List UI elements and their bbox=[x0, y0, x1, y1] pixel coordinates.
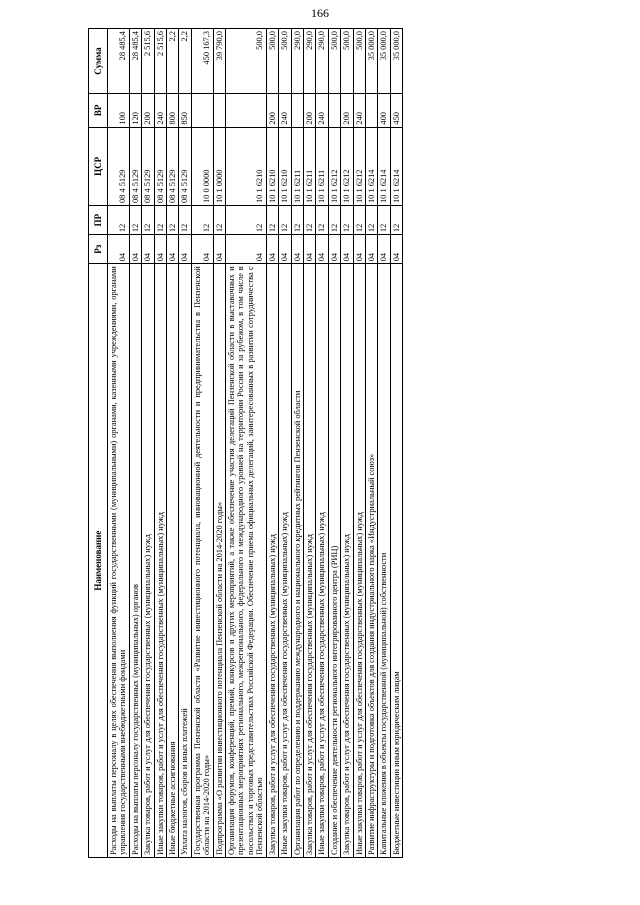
row-sum: 500,0 bbox=[353, 29, 365, 94]
row-sum: 35 000,0 bbox=[378, 29, 390, 94]
row-csr: 10 1 6210 bbox=[226, 127, 267, 205]
row-vr: 200 bbox=[266, 94, 278, 128]
row-vr bbox=[291, 94, 303, 128]
row-name: Закупка товаров, работ и услуг для обеспечения государственных (муниципальных) нужд bbox=[341, 264, 353, 858]
row-sum: 2 515,6 bbox=[142, 29, 154, 94]
table-row bbox=[303, 29, 315, 858]
table-row bbox=[341, 29, 353, 858]
row-name: Иные закупки товаров, работ и услуг для обеспечения государственных (муниципальных) нужд bbox=[279, 264, 291, 858]
row-rz: 04 bbox=[279, 235, 291, 264]
row-name: Расходы на выплаты персоналу в целях обеспечения выполнения функций государственными (муниципальными) органами, казенными учреждениями, органами управления государственными внебюджетными фондами bbox=[108, 264, 130, 858]
header-sum: Сумма bbox=[89, 29, 108, 94]
row-rz: 04 bbox=[291, 235, 303, 264]
table-row bbox=[353, 29, 365, 858]
row-csr: 10 1 6214 bbox=[378, 127, 390, 205]
row-name: Бюджетные инвестиции иным юридическим лицам bbox=[390, 264, 402, 858]
table-row bbox=[167, 29, 179, 858]
row-vr: 200 bbox=[303, 94, 315, 128]
row-rz: 04 bbox=[303, 235, 315, 264]
row-rz: 04 bbox=[191, 235, 213, 264]
row-name: Иные закупки товаров, работ и услуг для обеспечения государственных (муниципальных) нужд bbox=[353, 264, 365, 858]
row-vr bbox=[213, 94, 225, 128]
row-csr: 10 0 0000 bbox=[191, 127, 213, 205]
table-row bbox=[108, 29, 130, 858]
row-pr: 12 bbox=[279, 206, 291, 235]
row-rz: 04 bbox=[108, 235, 130, 264]
table-row bbox=[365, 29, 377, 858]
row-vr: 850 bbox=[179, 94, 191, 128]
table-row bbox=[316, 29, 328, 858]
table-row bbox=[154, 29, 166, 858]
row-pr: 12 bbox=[129, 206, 141, 235]
row-csr: 08 4 5129 bbox=[129, 127, 141, 205]
page-number: 166 bbox=[311, 6, 329, 20]
row-name: Закупка товаров, работ и услуг для обеспечения государственных (муниципальных) нужд bbox=[142, 264, 154, 858]
row-name: Подпрограмма «О развитии инвестиционного потенциала Пензенской области на 2014-2020 годы» bbox=[213, 264, 225, 858]
row-csr: 10 1 6211 bbox=[303, 127, 315, 205]
header-vr: ВР bbox=[89, 94, 108, 128]
row-pr: 12 bbox=[191, 206, 213, 235]
row-sum: 500,0 bbox=[279, 29, 291, 94]
row-pr: 12 bbox=[316, 206, 328, 235]
row-rz: 04 bbox=[154, 235, 166, 264]
row-name: Капитальные вложения в объекты государственной (муниципальной) собственности bbox=[378, 264, 390, 858]
row-csr: 08 4 5129 bbox=[167, 127, 179, 205]
row-vr bbox=[365, 94, 377, 128]
table-row bbox=[378, 29, 390, 858]
header-name: Наименование bbox=[89, 264, 108, 858]
row-name: Иные закупки товаров, работ и услуг для обеспечения государственных (муниципальных) нужд bbox=[154, 264, 166, 858]
row-pr: 12 bbox=[353, 206, 365, 235]
row-sum: 2,2 bbox=[167, 29, 179, 94]
row-pr: 12 bbox=[167, 206, 179, 235]
row-vr bbox=[328, 94, 340, 128]
row-sum: 500,0 bbox=[328, 29, 340, 94]
row-pr: 12 bbox=[226, 206, 267, 235]
row-name: Создание и обеспечение деятельности регионального интегрированного центра (РИЦ) bbox=[328, 264, 340, 858]
row-name: Развитие инфраструктуры и подготовка объектов для создания индустриального парка «Индустриальный союз» bbox=[365, 264, 377, 858]
row-csr: 08 4 5129 bbox=[142, 127, 154, 205]
row-vr bbox=[226, 94, 267, 128]
row-sum: 35 000,0 bbox=[390, 29, 402, 94]
row-csr: 10 1 6211 bbox=[316, 127, 328, 205]
row-rz: 04 bbox=[266, 235, 278, 264]
row-vr: 240 bbox=[279, 94, 291, 128]
row-vr: 200 bbox=[341, 94, 353, 128]
row-csr: 08 4 5129 bbox=[179, 127, 191, 205]
row-pr: 12 bbox=[303, 206, 315, 235]
header-rz: Рз bbox=[89, 235, 108, 264]
row-vr: 120 bbox=[129, 94, 141, 128]
row-sum: 28 485,4 bbox=[129, 29, 141, 94]
table-row bbox=[390, 29, 402, 858]
row-sum: 2 515,6 bbox=[154, 29, 166, 94]
row-sum: 290,0 bbox=[303, 29, 315, 94]
table-row bbox=[191, 29, 213, 858]
row-sum: 2,2 bbox=[179, 29, 191, 94]
table-row bbox=[179, 29, 191, 858]
row-vr: 800 bbox=[167, 94, 179, 128]
row-rz: 04 bbox=[167, 235, 179, 264]
row-name: Иные бюджетные ассигнования bbox=[167, 264, 179, 858]
table-row bbox=[142, 29, 154, 858]
row-rz: 04 bbox=[378, 235, 390, 264]
row-rz: 04 bbox=[328, 235, 340, 264]
row-vr: 240 bbox=[154, 94, 166, 128]
table-row bbox=[291, 29, 303, 858]
table-row bbox=[226, 29, 267, 858]
row-vr: 400 bbox=[378, 94, 390, 128]
row-vr: 240 bbox=[316, 94, 328, 128]
row-sum: 500,0 bbox=[341, 29, 353, 94]
table-body bbox=[108, 29, 403, 858]
row-pr: 12 bbox=[108, 206, 130, 235]
row-vr: 450 bbox=[390, 94, 402, 128]
row-pr: 12 bbox=[365, 206, 377, 235]
row-csr: 10 1 6214 bbox=[365, 127, 377, 205]
row-sum: 450 167,3 bbox=[191, 29, 213, 94]
row-rz: 04 bbox=[316, 235, 328, 264]
row-csr: 10 1 6214 bbox=[390, 127, 402, 205]
row-rz: 04 bbox=[365, 235, 377, 264]
table-row bbox=[129, 29, 141, 858]
header-csr: ЦСР bbox=[89, 127, 108, 205]
row-vr: 240 bbox=[353, 94, 365, 128]
row-rz: 04 bbox=[390, 235, 402, 264]
row-csr: 10 1 6212 bbox=[328, 127, 340, 205]
table-row bbox=[213, 29, 225, 858]
row-rz: 04 bbox=[226, 235, 267, 264]
budget-table-container bbox=[88, 28, 560, 858]
budget-table bbox=[88, 28, 403, 858]
header-pr: ПР bbox=[89, 206, 108, 235]
row-name: Расходы на выплаты персоналу государственных (муниципальных) органов bbox=[129, 264, 141, 858]
row-rz: 04 bbox=[341, 235, 353, 264]
row-sum: 290,0 bbox=[291, 29, 303, 94]
row-pr: 12 bbox=[179, 206, 191, 235]
row-sum: 500,0 bbox=[266, 29, 278, 94]
row-rz: 04 bbox=[353, 235, 365, 264]
row-pr: 12 bbox=[266, 206, 278, 235]
row-vr: 200 bbox=[142, 94, 154, 128]
row-name: Закупка товаров, работ и услуг для обеспечения государственных (муниципальных) нужд bbox=[266, 264, 278, 858]
table-row bbox=[328, 29, 340, 858]
row-rz: 04 bbox=[142, 235, 154, 264]
row-csr: 10 1 6210 bbox=[279, 127, 291, 205]
row-pr: 12 bbox=[213, 206, 225, 235]
row-csr: 10 1 6210 bbox=[266, 127, 278, 205]
row-csr: 10 1 0000 bbox=[213, 127, 225, 205]
row-name: Организация форумов, конференций, премий, конкурсов и других мероприятий, а также обеспечение участия делегаций Пензенской области в выставочных и презентационных мероприятиях регионального, межрегионального, федерального и международного уровней на территории России и за рубежом, в том числе в посольствах и торговых представительствах Российской Федерации. Обеспечение приема официальных делегаций, заинтересованных в развитии сотрудничества с Пензенской областью bbox=[226, 264, 267, 858]
row-pr: 12 bbox=[378, 206, 390, 235]
row-pr: 12 bbox=[291, 206, 303, 235]
row-rz: 04 bbox=[129, 235, 141, 264]
row-sum: 290,0 bbox=[316, 29, 328, 94]
row-sum: 39 790,0 bbox=[213, 29, 225, 94]
table-row bbox=[266, 29, 278, 858]
row-sum: 35 000,0 bbox=[365, 29, 377, 94]
row-name: Государственная программа Пензенской области «Развитие инвестиционного потенциала, инновационной деятельности и предпринимательства в Пензенской области на 2014-2020 годы» bbox=[191, 264, 213, 858]
row-pr: 12 bbox=[328, 206, 340, 235]
row-vr: 100 bbox=[108, 94, 130, 128]
row-name: Организация работ по определению и поддержанию международного и национального кредитных рейтингов Пензенской области bbox=[291, 264, 303, 858]
row-csr: 10 1 6212 bbox=[341, 127, 353, 205]
row-pr: 12 bbox=[142, 206, 154, 235]
row-sum: 28 485,4 bbox=[108, 29, 130, 94]
row-sum: 500,0 bbox=[226, 29, 267, 94]
row-name: Иные закупки товаров, работ и услуг для обеспечения государственных (муниципальных) нужд bbox=[316, 264, 328, 858]
table-header-row bbox=[89, 29, 108, 858]
row-pr: 12 bbox=[390, 206, 402, 235]
row-name: Уплата налогов, сборов и иных платежей bbox=[179, 264, 191, 858]
table-row bbox=[279, 29, 291, 858]
row-csr: 08 4 5129 bbox=[154, 127, 166, 205]
row-csr: 10 1 6212 bbox=[353, 127, 365, 205]
row-rz: 04 bbox=[179, 235, 191, 264]
row-csr: 08 4 5129 bbox=[108, 127, 130, 205]
row-csr: 10 1 6211 bbox=[291, 127, 303, 205]
row-vr bbox=[191, 94, 213, 128]
row-name: Закупка товаров, работ и услуг для обеспечения государственных (муниципальных) нужд bbox=[303, 264, 315, 858]
row-pr: 12 bbox=[154, 206, 166, 235]
row-pr: 12 bbox=[341, 206, 353, 235]
row-rz: 04 bbox=[213, 235, 225, 264]
